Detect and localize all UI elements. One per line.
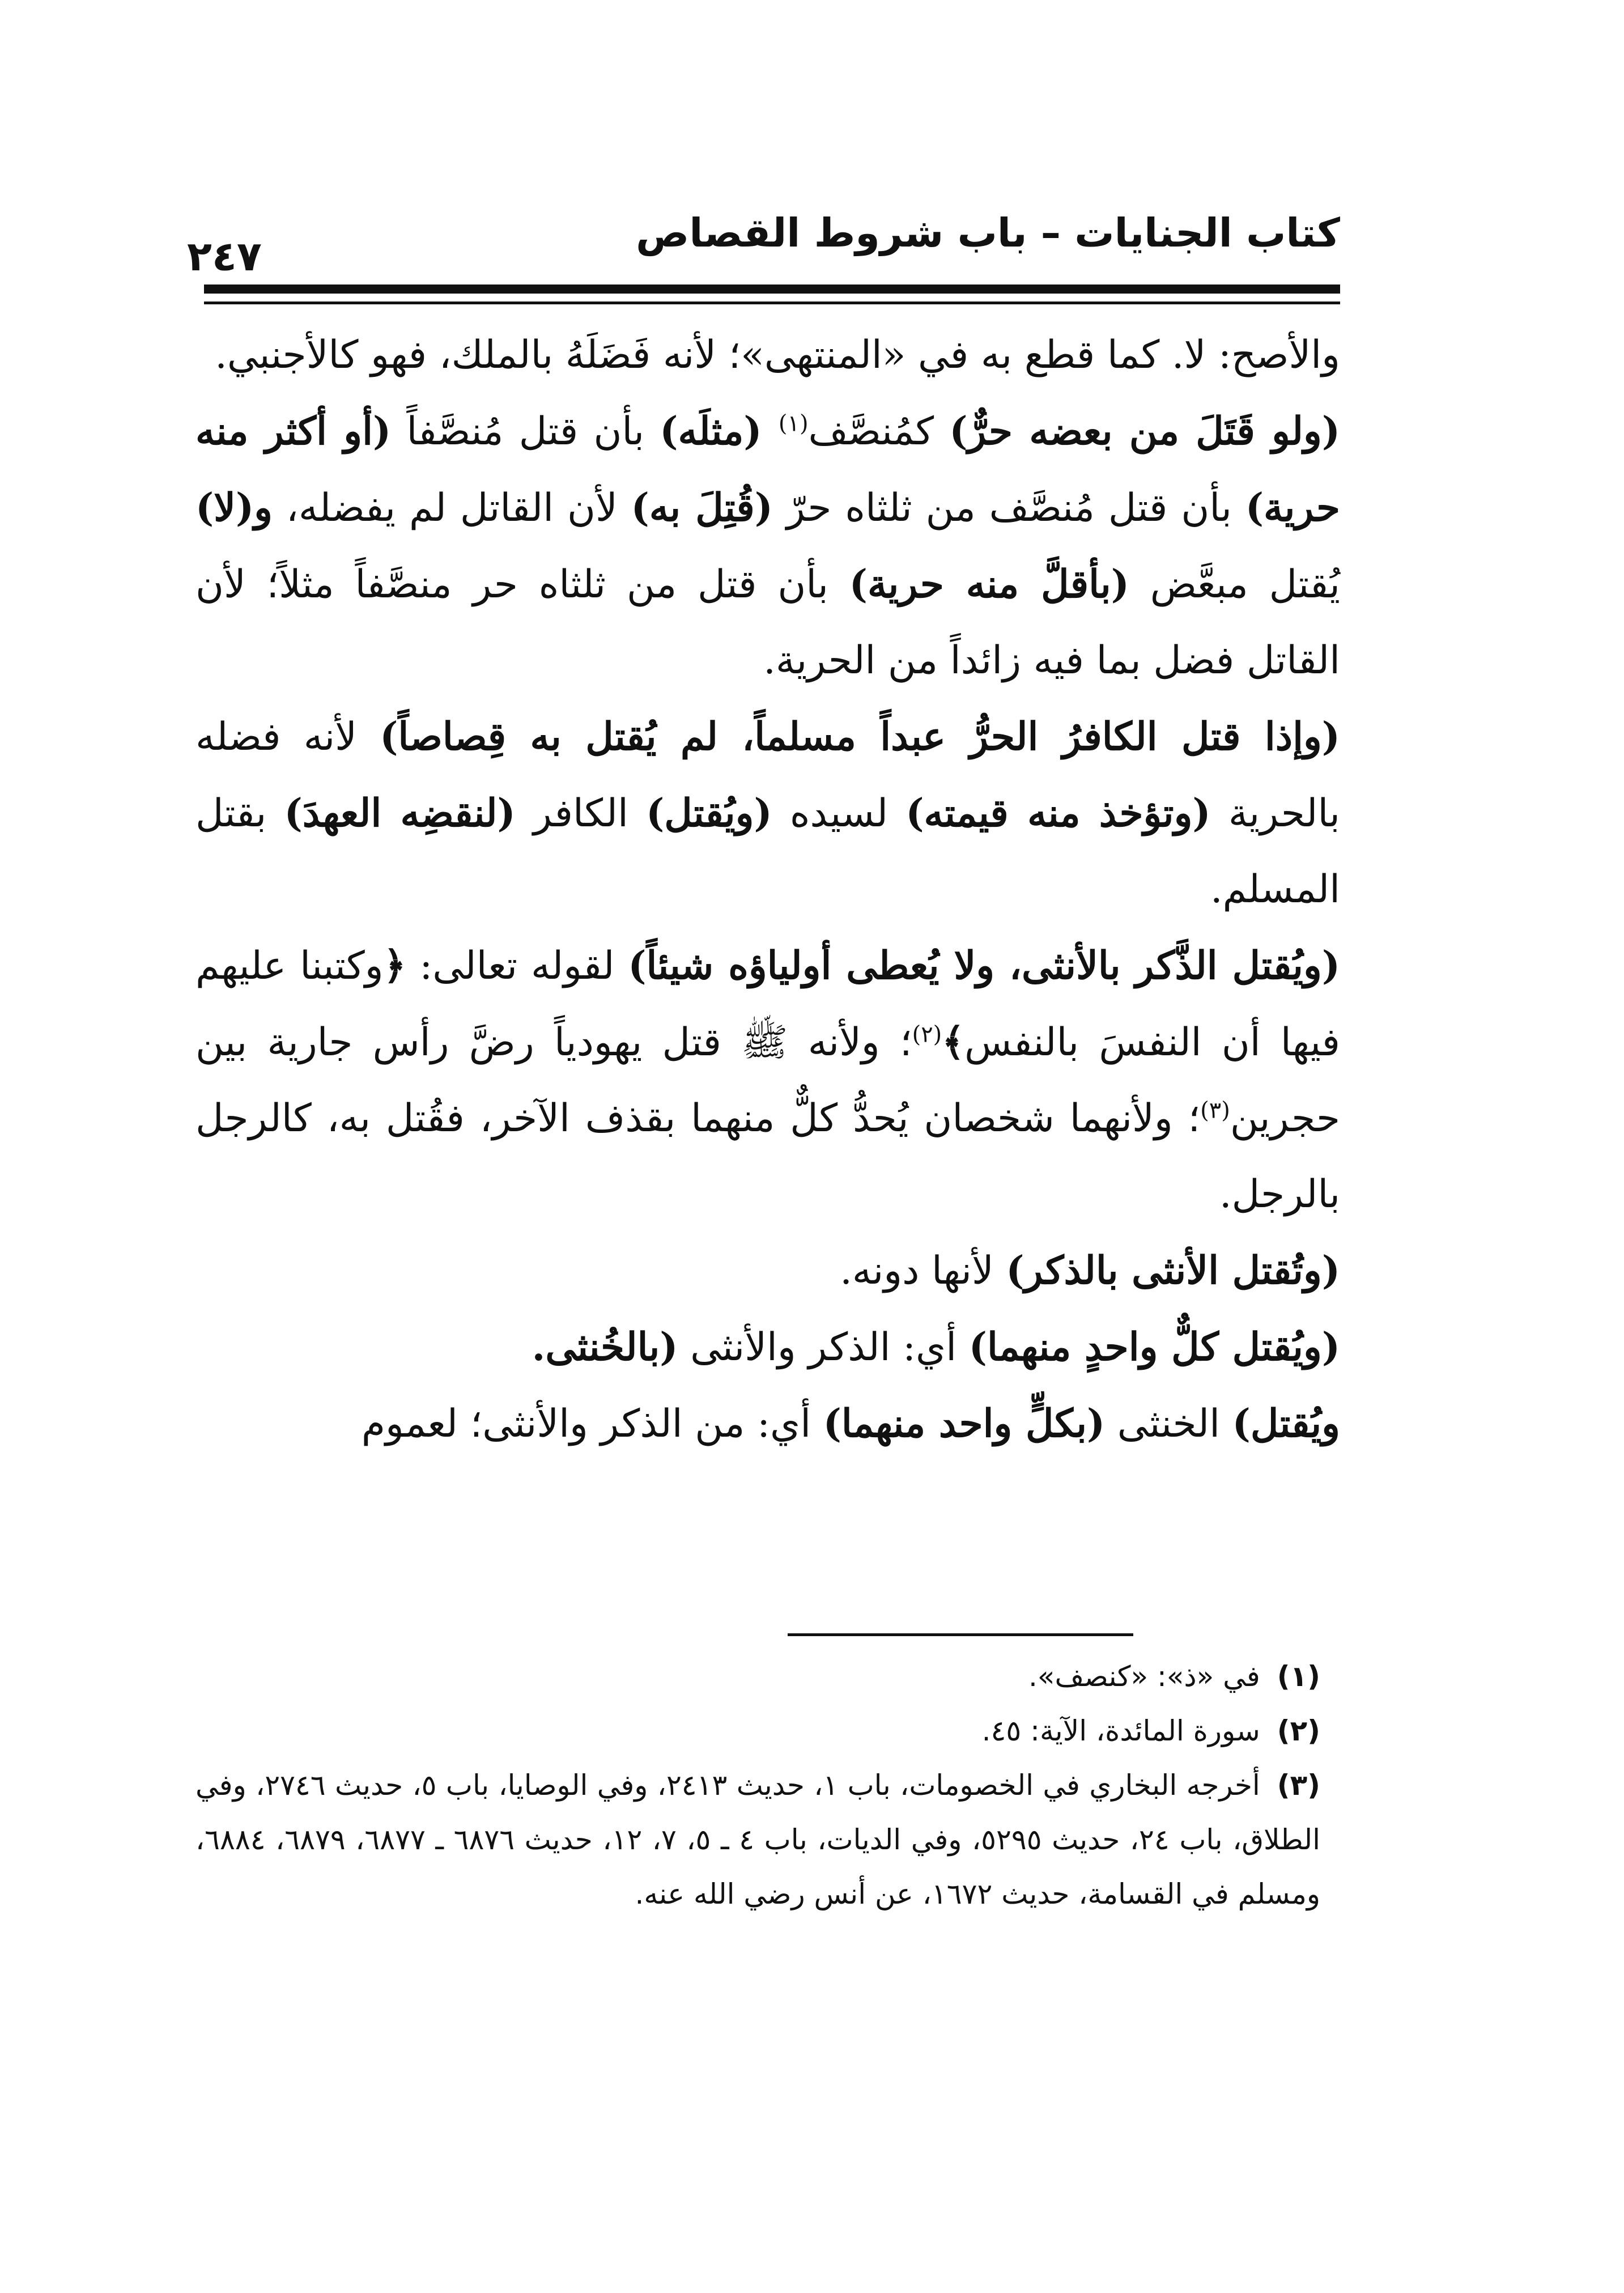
text-run: أي: الذكر والأنثى (678, 1325, 969, 1370)
running-title: كتاب الجنايات – باب شروط القصاص (636, 210, 1340, 256)
footnote-number: (٢) (1277, 1714, 1320, 1747)
footnote-1 (195, 1649, 1320, 1704)
paragraph-2 (195, 393, 1340, 699)
text-run: لأن القاتل لم يفضله، (272, 486, 631, 530)
footnote-number: (٣) (1277, 1769, 1320, 1802)
matn-run: (قُتِلَ به) (631, 485, 773, 530)
header-rule-thin (204, 302, 1340, 304)
text-run: بقتل المسلم. (195, 791, 1340, 912)
paragraph-3 (195, 699, 1340, 928)
page-header (187, 210, 1340, 289)
paragraph-7 (195, 1386, 1340, 1462)
header-rule-thick (204, 284, 1340, 294)
text-run: كمُنصَّف (808, 409, 950, 454)
quran-verse: وكتبنا عليهم فيها أن النفسَ بالنفس (195, 944, 1340, 1065)
text-run: لأنها دونه. (840, 1249, 1006, 1293)
matn-run: (وتؤخذ منه قيمته) (905, 791, 1211, 836)
matn-run: (وتُقتل الأنثى بالذكر) (1006, 1248, 1340, 1293)
text-run: لسيده (772, 791, 906, 836)
footnote-separator (788, 1633, 1133, 1636)
matn-run: (ويُقتل الذَّكر بالأنثى، ولا يُعطى أولياؤه شيئاً) (628, 943, 1340, 988)
footnote-ref[interactable]: (٢) (912, 1021, 942, 1048)
matn-run: (أو أكثر منه حرية) (195, 409, 1340, 530)
matn-run: (ولو قَتَلَ من بعضه حرٌّ) (949, 409, 1340, 454)
matn-run: و(لا) (195, 485, 273, 530)
paragraph-4 (195, 928, 1340, 1233)
footnote-text: أخرجه البخاري في الخصومات، باب ١، حديث ٢٤١٣، وفي الوصايا، باب ٥، حديث ٢٧٤٦، وفي الطلاق، باب ٢٤، حديث ٥٢٩٥، وفي الديات، باب ٤ ـ ٥، ٧، ١٢، حديث ٦٨٧٦ ـ ٦٨٧٧، ٦٨٧٩، ٦٨٨٤، ومسلم في القسامة، حديث ١٦٧٢، عن أنس رضي الله عنه. (195, 1769, 1321, 1910)
text-run: لأنه فضله بالحرية (195, 715, 1340, 836)
matn-run: (بكلٍّ واحد منهما) (823, 1401, 1106, 1446)
matn-run: (ويُقتل) (646, 791, 772, 836)
text-run: الخنثى (1105, 1402, 1232, 1446)
text-run: ؛ ولأنهما شخصان يُحدُّ كلٌّ منهما بقذف الآخر، فقُتل به، كالرجل بالرجل. (195, 1096, 1340, 1217)
text-run: بأن قتل مُنصَّفاً (391, 409, 660, 454)
text-run: والأصح: لا. كما قطع به في «المنتهى»؛ لأنه فَضَلَهُ بالملك، فهو كالأجنبي. (215, 333, 1340, 377)
footnote-text: سورة المائدة، الآية: ٤٥. (981, 1714, 1260, 1747)
quran-bracket-open: ﴿ (383, 943, 406, 988)
footnote-3 (195, 1758, 1320, 1921)
matn-run: (ويُقتل كلٌّ واحدٍ منهما) (968, 1324, 1340, 1370)
page-number: ٢٤٧ (187, 232, 262, 280)
footnote-ref[interactable]: (٣) (1200, 1097, 1230, 1124)
quran-bracket-close: ﴾ (942, 1020, 965, 1065)
matn-run: (وإذا قتل الكافرُ الحرُّ عبداً مسلماً، لم يُقتل به قِصاصاً) (380, 714, 1340, 759)
matn-run: (لنقضِه العهدَ) (284, 791, 516, 836)
footnote-ref[interactable]: (١) (778, 410, 809, 437)
footnote-number: (١) (1277, 1660, 1320, 1693)
matn-run: ويُقتل) (1232, 1401, 1340, 1446)
paragraph-1 (195, 317, 1340, 393)
text-run: يُقتل مبعَّض (1129, 562, 1340, 607)
main-text (195, 317, 1340, 1462)
paragraph-5 (195, 1233, 1340, 1309)
matn-run: (مثلَه) (660, 409, 779, 454)
text-run: بأن قتل من ثلثاه حر منصَّفاً مثلاً؛ لأن القاتل فضل بما فيه زائداً من الحرية. (195, 562, 1340, 683)
text-run: أي: من الذكر والأنثى؛ لعموم (361, 1402, 823, 1446)
text-run: لقوله تعالى: (406, 944, 628, 988)
footnote-2 (195, 1704, 1320, 1758)
matn-run: (بالخُنثى. (532, 1324, 678, 1370)
footnote-text: في «ذ»: «كنصف». (1028, 1660, 1260, 1693)
footnotes (195, 1649, 1320, 1921)
text-run: الكافر (515, 791, 647, 836)
text-run: ؛ ولأنه ﷺ قتل يهودياً رضَّ رأس جارية بين حجرين (195, 1020, 1340, 1141)
matn-run: (بأقلَّ منه حرية) (849, 562, 1129, 607)
paragraph-6 (195, 1309, 1340, 1386)
text-run: بأن قتل مُنصَّف من ثلثاه حرّ (772, 486, 1245, 530)
